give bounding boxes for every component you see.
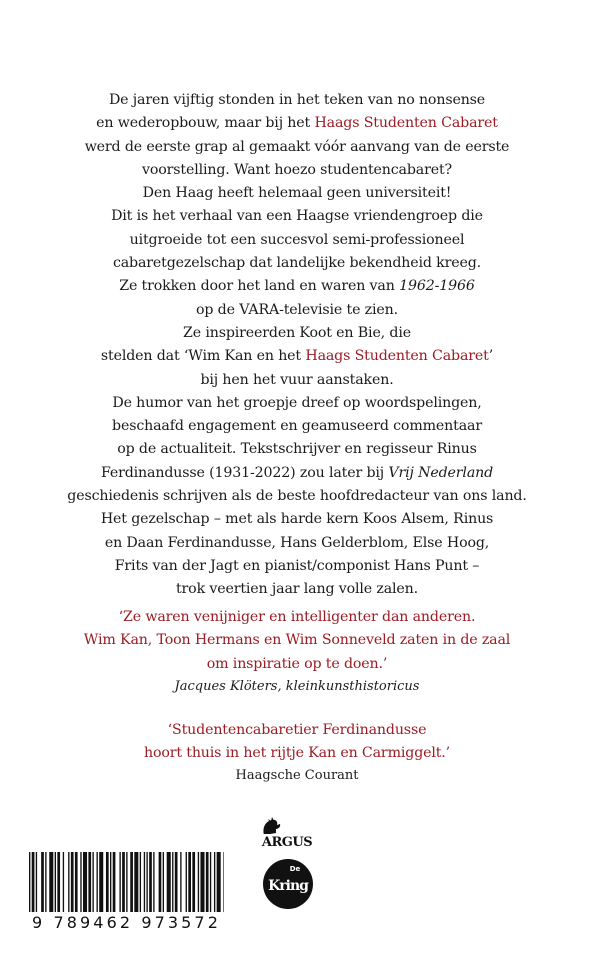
barcode-bar [163,852,164,912]
blurb-line [0,275,594,298]
blurb-line: beschaafd engagement en geamuseerd commentaar [112,418,482,435]
blurb-line: Dit is het verhaal van een Haagse vriendengroep die [111,208,483,225]
blurb-line: op de actualiteit. Tekstschrijver en regisseur Rinus [117,441,477,458]
barcode-bar [180,852,181,912]
blurb-line: cabaretgezelschap dat landelijke bekendheid kreeg. [112,255,482,272]
blurb-line: op de VARA-televisie te zien. [196,301,398,318]
blurb-line: geschiedenis schrijven als de beste hoofdredacteur van ons land. [67,488,527,505]
quote-spacer [0,698,594,719]
blurb-text: en wederopbouw, maar bij het [96,115,315,132]
magazine-title-italic: Vrij Nederland [388,464,494,481]
barcode-bar [122,852,125,912]
barcode-bar [97,852,98,912]
barcode-bar [80,852,81,912]
barcode-bar [68,852,69,912]
barcode [29,852,224,912]
review-quote [0,606,594,698]
barcode-bar [130,852,133,912]
barcode-bar [92,852,93,912]
barcode-bar [200,852,204,912]
barcode-bar [146,852,147,912]
barcode-bar [134,852,138,912]
blurb-text: Ze trokken door het land en waren van [119,278,400,295]
barcode-bar [36,852,37,912]
barcode-bar [140,852,141,912]
barcode-bar [214,852,215,912]
barcode-bar [172,852,173,912]
isbn-number: 9 789462 973572 [31,913,221,932]
argus-publisher-logo [256,815,316,851]
barcode-bar [144,852,145,912]
quote-line: ‘Studentencabaretier Ferdinandusse [167,721,427,738]
kring-logo-text: Kring [268,878,308,894]
argus-logo-text: ARGUS [261,835,313,850]
blurb-line: De jaren vijftig stonden in het teken van no nonsense [108,92,486,108]
barcode-bar [55,852,56,912]
barcode-bar [217,852,221,912]
blurb-line [0,112,594,135]
blurb-line [0,345,594,368]
years-italic: 1962-1966 [399,278,475,295]
barcode-bar [88,852,91,912]
barcode-bar [110,852,111,912]
barcode-bar [223,852,224,912]
barcode-bar [192,852,195,912]
barcode-bar [32,852,35,912]
barcode-bar [119,852,120,912]
barcode-bar [29,852,30,912]
barcode-bar [188,852,191,912]
barcode-bar [83,852,87,912]
barcode-bar [159,852,162,912]
back-cover-blurb [0,89,594,602]
blurb-text: stelden dat ‘Wim Kan en het [100,348,306,365]
blurb-line: Frits van der Jagt en pianist/componist Hans Punt – [114,557,480,574]
barcode-bar [210,852,211,912]
blurb-line: Het gezelschap – met als harde kern Koos Alsem, Rinus [100,511,494,528]
quote-line: om inspiratie op te doen.’ [206,655,388,672]
barcode-bar [149,852,152,912]
barcode-bar [45,852,46,912]
barcode-bar [75,852,78,912]
cabaret-name-highlight: Haags Studenten Cabaret [305,348,489,365]
blurb-line: en Daan Ferdinandusse, Hans Gelderblom, Else Hoog, [104,534,490,551]
cabaret-name-highlight: Haags Studenten Cabaret [314,115,498,132]
blurb-text: Ferdinandusse (1931-2022) zou later bij [100,464,389,481]
barcode-bar [106,852,109,912]
blurb-line: De humor van het groepje dreef op woordspelingen, [112,394,482,411]
de-kring-publisher-logo [262,858,314,910]
blurb-line: bij hen het vuur aanstaken. [200,371,394,388]
barcode-bar [99,852,103,912]
review-quotes [0,606,594,787]
barcode-bar [206,852,209,912]
blurb-line: Ze inspireerden Koot en Bie, die [183,324,411,341]
quote-attribution: Haagsche Courant [235,768,359,784]
review-quote [0,719,594,788]
quote-line: ‘Ze waren venijniger en intelligenter dan anderen. [118,609,476,625]
blurb-line [0,462,594,485]
blurb-text: ’ [488,348,494,365]
barcode-bar [153,852,154,912]
blurb-line: Den Haag heeft helemaal geen universiteit! [142,185,452,202]
barcode-bar [198,852,199,912]
blurb-line: werd de eerste grap al gemaakt vóór aanvang van de eerste [84,138,510,155]
barcode-bar [113,852,116,912]
quote-line: Wim Kan, Toon Hermans en Wim Sonneveld zaten in de zaal [83,632,511,649]
barcode-bar [126,852,127,912]
blurb-line: trok veertien jaar lang volle zalen. [176,581,418,598]
barcode-bar [71,852,74,912]
barcode-bar [49,852,53,912]
blurb-line: voorstelling. Want hoezo studentencabaret? [142,161,452,178]
blurb-line: uitgroeide tot een succesvol semi-professioneel [129,231,465,248]
quote-line: hoort thuis in het rijtje Kan en Carmiggelt.’ [143,745,451,762]
barcode-bar [41,852,44,912]
barcode-bar [57,852,60,912]
barcode-bar [175,852,178,912]
quote-attribution: Jacques Klöters, kleinkunsthistoricus [174,678,420,694]
barcode-bar [167,852,171,912]
kring-logo-top-text: De [289,865,301,873]
barcode-bar [186,852,187,912]
barcode-bar [63,852,64,912]
